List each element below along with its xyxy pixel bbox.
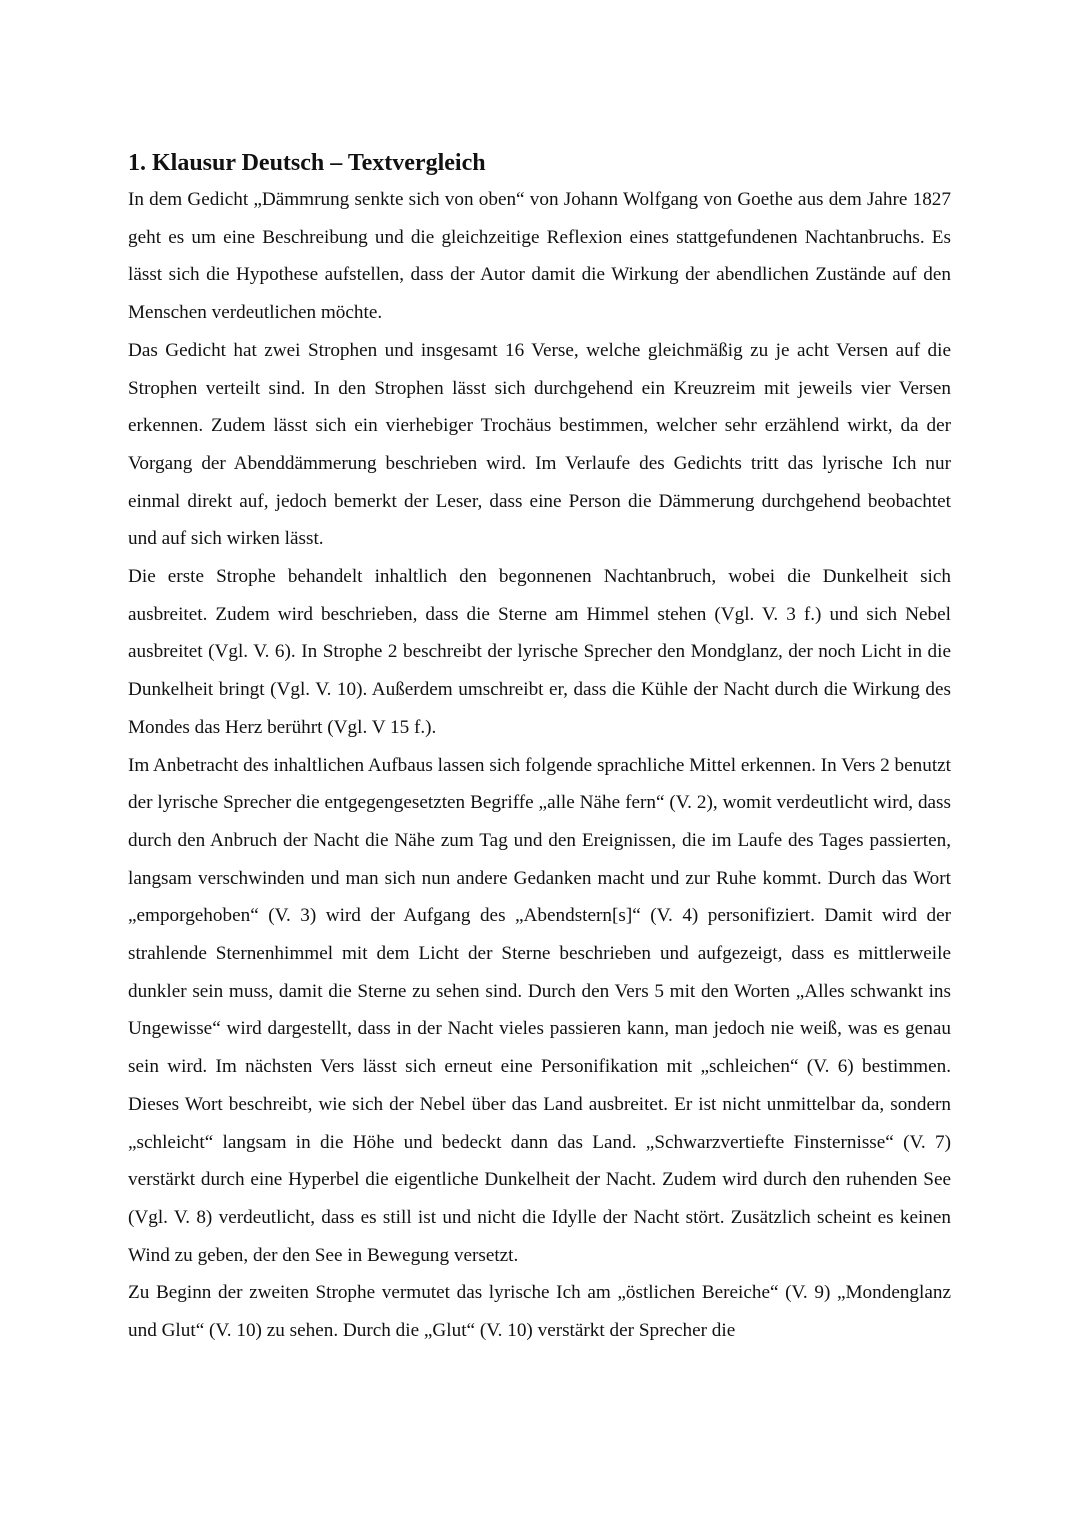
paragraph-introduction: In dem Gedicht „Dämmrung senkte sich von oben“ von Johann Wolfgang von Goethe aus dem Jahre 1827 geht es um eine Beschreibung und die gleichzeitige Reflexion eines stattgefundenen Nachtanbruchs. Es lässt sich die Hypothese aufstellen, dass der Autor damit die Wirkung der abendlichen Zustände auf den Menschen verdeutlichen möchte. [128,189,951,324]
document-title: 1. Klausur Deutsch – Textvergleich [128,150,486,176]
paragraph-form-analysis: Das Gedicht hat zwei Strophen und insgesamt 16 Verse, welche gleichmäßig zu je acht Versen auf die Strophen verteilt sind. In den Strophen lässt sich durchgehend ein Kreuzreim mit jeweils vier Versen erkennen. Zudem lässt sich ein vierhebiger Trochäus bestimmen, welcher sehr erzählend wirkt, da der Vorgang der Abenddämmerung beschrieben wird. Im Verlaufe des Gedichts tritt das lyrische Ich nur einmal direkt auf, jedoch bemerkt der Leser, dass eine Person die Dämmerung durchgehend beobachtet und auf sich wirken lässt. [128,339,951,550]
paragraph-content-summary: Die erste Strophe behandelt inhaltlich den begonnenen Nachtanbruch, wobei die Dunkelheit sich ausbreitet. Zudem wird beschrieben, dass die Sterne am Himmel stehen (Vgl. V. 3 f.) und sich Nebel ausbreitet (Vgl. V. 6). In Strophe 2 beschreibt der lyrische Sprecher den Mondglanz, der noch Licht in die Dunkelheit bringt (Vgl. V. 10). Außerdem umschreibt er, dass die Kühle der Nacht durch die Wirkung des Mondes das Herz berührt (Vgl. V 15 f.). [128,566,951,738]
document-body [128,146,951,1350]
paragraph-second-stanza: Zu Beginn der zweiten Strophe vermutet das lyrische Ich am „östlichen Bereiche“ (V. 9) „Mondenglanz und Glut“ (V. 10) zu sehen. Durch die „Glut“ (V. 10) verstärkt der Sprecher die [128,1282,951,1342]
paragraph-stylistic-devices: Im Anbetracht des inhaltlichen Aufbaus lassen sich folgende sprachliche Mittel erkennen. In Vers 2 benutzt der lyrische Sprecher die entgegengesetzten Begriffe „alle Nähe fern“ (V. 2), womit verdeutlicht wird, dass durch den Anbruch der Nacht die Nähe zum Tag und den Ereignissen, die im Laufe des Tages passierten, langsam verschwinden und man sich nun andere Gedanken macht und zur Ruhe kommt. Durch das Wort „emporgehoben“ (V. 3) wird der Aufgang des „Abendstern[s]“ (V. 4) personifiziert. Damit wird der strahlende Sternenhimmel mit dem Licht der Sterne beschrieben und aufgezeigt, dass es mittlerweile dunkler sein muss, damit die Sterne zu sehen sind. Durch den Vers 5 mit den Worten „Alles schwankt ins Ungewisse“ wird dargestellt, dass in der Nacht vieles passieren kann, man jedoch nie weiß, was es genau sein wird. Im nächsten Vers lässt sich erneut eine Personifikation mit „schleichen“ (V. 6) bestimmen. Dieses Wort beschreibt, wie sich der Nebel über das Land ausbreitet. Er ist nicht unmittelbar da, sondern „schleicht“ langsam in die Höhe und bedeckt dann das Land. „Schwarzvertiefte Finsternisse“ (V. 7) verstärkt durch eine Hyperbel die eigentliche Dunkelheit der Nacht. Zudem wird durch den ruhenden See (Vgl. V. 8) verdeutlicht, dass es still ist und nicht die Idylle der Nacht stört. Zusätzlich scheint es keinen Wind zu geben, der den See in Bewegung versetzt. [128,754,951,1266]
